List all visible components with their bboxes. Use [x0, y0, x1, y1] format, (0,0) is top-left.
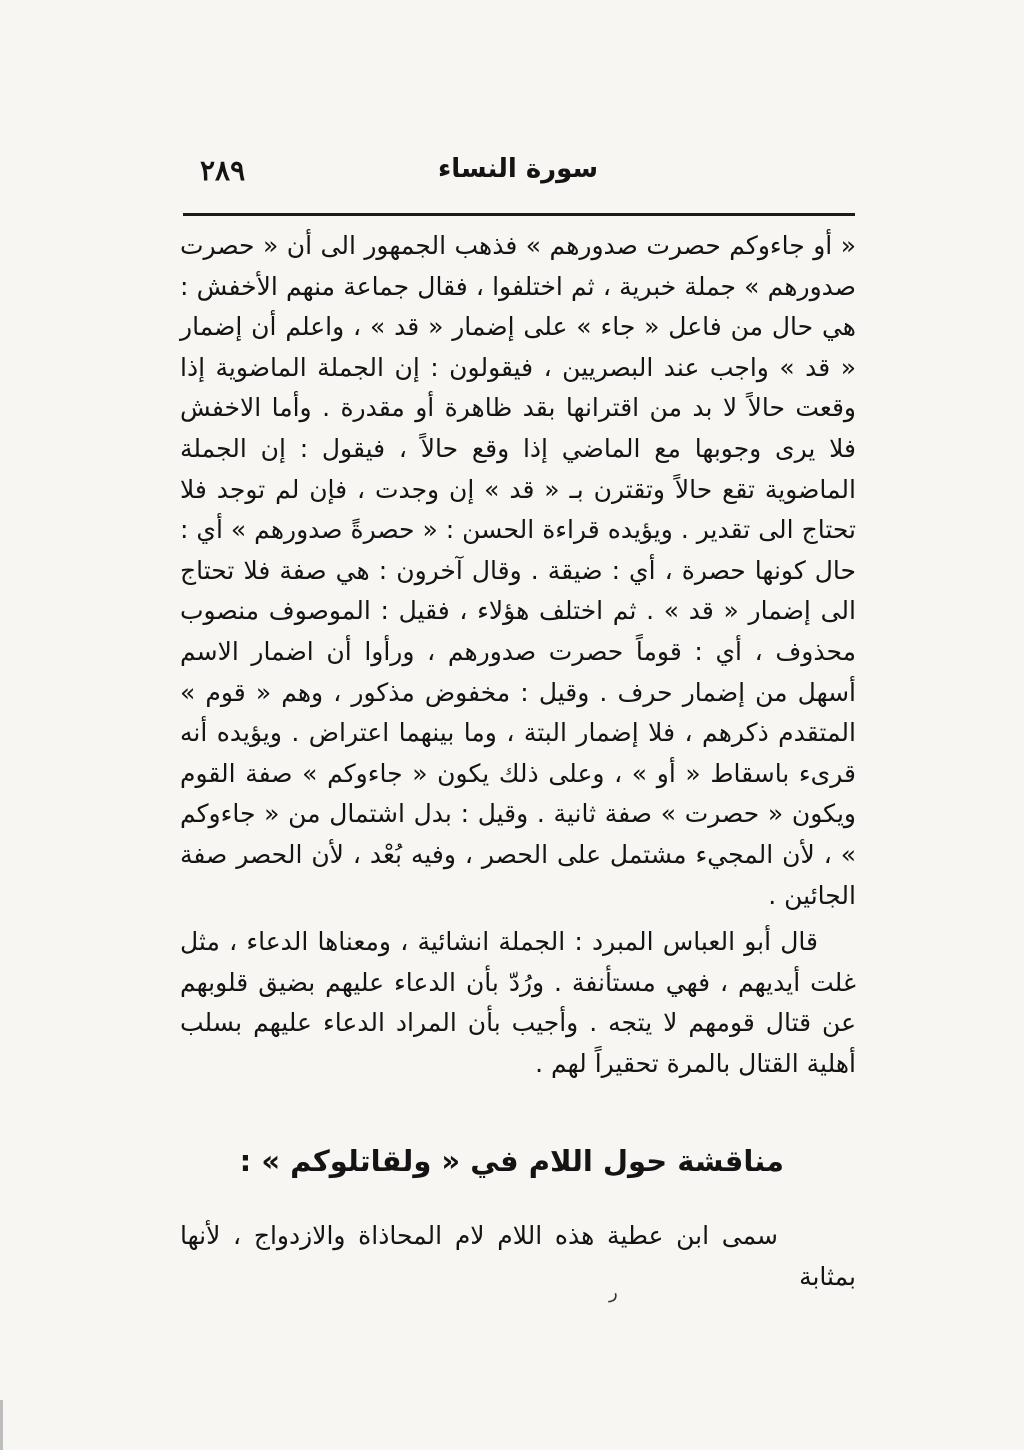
header-rule — [183, 213, 855, 216]
paragraph-3: سمى ابن عطية هذه اللام لام المحاذاة والازدواج ، لأنها بمثابة — [180, 1221, 856, 1291]
paragraph-1: « أو جاءوكم حصرت صدورهم » فذهب الجمهور الى أن « حصرت صدورهم » جملة خبرية ، ثم اختلفوا ، فقال جماعة منهم الأخفش : هي حال من فاعل « جاء » على إضمار « قد » ، واعلم أن إضمار « قد » واجب عند البصريين ، فيقولون : إن الجملة الماضوية إذا وقعت حالاً لا بد من اقترانها بقد ظاهرة أو مقدرة . وأما الاخفش فلا يرى وجوبها مع الماضي إذا وقع حالاً ، فيقول : إن الجملة الماضوية تقع حالاً وتقترن بـ « قد » إن وجدت ، فإن لم توجد فلا تحتاج الى تقدير . ويؤيده قراءة الحسن : « حصرةً صدورهم » أي : حال كونها حصرة ، أي : ضيقة . وقال آخرون : هي صفة فلا تحتاج الى إضمار « قد » . ثم اختلف هؤلاء ، فقيل : الموصوف منصوب محذوف ، أي : قوماً حصرت صدورهم ، ورأوا أن اضمار الاسم أسهل من إضمار حرف . وقيل : مخفوض مذكور ، وهم « قوم » المتقدم ذكرهم ، فلا إضمار البتة ، وما بينهما اعتراض . ويؤيده أنه قرىء باسقاط « أو » ، وعلى ذلك يكون « جاءوكم » صفة القوم ويكون « حصرت » صفة ثانية . وقيل : بدل اشتمال من « جاءوكم » ، لأن المجيء مشتمل على الحصر ، وفيه بُعْد ، لأن الحصر صفة الجائين . — [180, 231, 856, 910]
paragraph-2: قال أبو العباس المبرد : الجملة انشائية ، ومعناها الدعاء ، مثل غلت أيديهم ، فهي مستأنفة . ورُدّ بأن الدعاء عليهم بضيق قلوبهم عن قتال قومهم لا يتجه . وأجيب بأن المراد الدعاء عليهم بسلب أهلية القتال بالمرة تحقيراً لهم . — [180, 927, 856, 1078]
running-title: سورة النساء — [437, 154, 599, 184]
page-number: ٢٨٩ — [200, 154, 246, 187]
page-header — [180, 148, 856, 198]
stray-ink-mark: ر — [609, 1282, 618, 1303]
section-heading: مناقشة حول اللام في « ولقاتلوكم » : — [239, 1144, 784, 1178]
scan-edge-shadow — [0, 1400, 3, 1450]
